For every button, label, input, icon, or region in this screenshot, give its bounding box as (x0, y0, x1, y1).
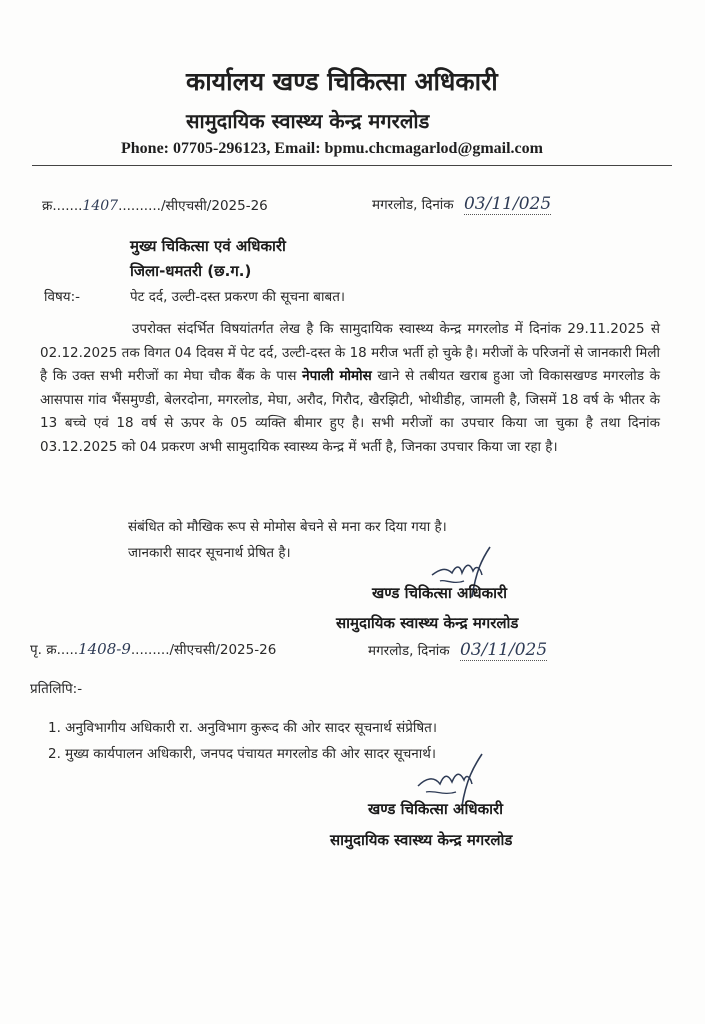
ref-prefix: क्र....... (42, 198, 83, 214)
ref-number-handwritten: 1407 (82, 198, 119, 214)
endorsement-ref-suffix: ........./सीएचसी/2025-26 (130, 642, 277, 658)
endorsement-ref-number: 1408-9 (78, 640, 131, 658)
endorsement-date-handwritten: 03/11/025 (459, 640, 548, 660)
ref-suffix: ........../सीएचसी/2025-26 (118, 198, 268, 214)
center-name: सामुदायिक स्वास्थ्य केन्द्र मगरलोड (186, 109, 430, 133)
signature1-title: खण्ड चिकित्सा अधिकारी (372, 584, 507, 602)
endorsement-date (368, 640, 547, 660)
date-handwritten: 03/11/025 (463, 194, 552, 214)
body-paragraph (40, 318, 660, 459)
body-bold-highlight: नेपाली मोमोस (302, 368, 372, 384)
addressee-line2: जिला-धमतरी (छ.ग.) (130, 262, 252, 280)
signature2-title: खण्ड चिकित्सा अधिकारी (368, 800, 503, 818)
endorsement-date-label: मगरलोड, दिनांक (368, 643, 450, 659)
addressee-line1: मुख्य चिकित्सा एवं अधिकारी (130, 237, 286, 255)
signature2-org: सामुदायिक स्वास्थ्य केन्द्र मगरलोड (330, 831, 513, 849)
body-verbal-notice: संबंधित को मौखिक रूप से मोमोस बेचने से मना कर दिया गया है। (128, 519, 447, 535)
subject-label: विषय:- (44, 289, 81, 305)
body-text-before: उपरोक्त संदर्भित विषयांतर्गत लेख है कि सामुदायिक स्वास्थ्य केन्द्र मगरलोड में दिनांक 29.11.2025 से 02.12.2025 तक विगत 04 दिवस में पेट दर्द, उल्टी-दस्त के 18 मरीज भर्ती हो चुके है। मरीजों के परिजनों से जानकारी मिली है कि उक्त सभी मरीजों का मेघा चौक बैंक के पास (40, 321, 660, 384)
reference-date (372, 194, 551, 214)
endorsement-ref-prefix: पृ. क्र..... (30, 642, 79, 658)
contact-line: Phone: 07705-296123, Email: bpmu.chcmagarlod@gmail.com (121, 140, 543, 157)
body-info-line: जानकारी सादर सूचनार्थ प्रेषित है। (128, 545, 291, 561)
copy-item-1: 1. अनुविभागीय अधिकारी रा. अनुविभाग कुरूद की ओर सादर सूचनार्थ संप्रेषित। (48, 720, 437, 736)
copy-item-2: 2. मुख्य कार्यपालन अधिकारी, जनपद पंचायत मगरलोड की ओर सादर सूचनार्थ। (48, 746, 436, 762)
body-text-after: खाने से तबीयत खराब हुआ जो विकासखण्ड मगरलोड के आसपास गांव भैंसमुण्डी, बेलरदोना, मगरलोड, मेघा, अरौद, गिरौद, खैरझिटी, भोथीडीह, जामली है, जिसमें 18 वर्ष के भीतर के 13 बच्चे एवं 18 वर्ष से ऊपर के 05 व्यक्ति बीमार हुए है। सभी मरीजों का उपचार किया जा चुका है तथा दिनांक 03.12.2025 को 04 प्रकरण अभी सामुदायिक स्वास्थ्य केन्द्र में भर्ती है, जिनका उपचार किया जा रहा है। (40, 368, 660, 455)
signature1-org: सामुदायिक स्वास्थ्य केन्द्र मगरलोड (336, 614, 519, 632)
endorsement-reference (30, 640, 276, 658)
copy-label: प्रतिलिपि:- (30, 681, 83, 697)
place-date-label: मगरलोड, दिनांक (372, 197, 454, 213)
subject-text: पेट दर्द, उल्टी-दस्त प्रकरण की सूचना बाबत। (130, 289, 346, 305)
reference-number (42, 196, 268, 214)
office-title: कार्यालय खण्ड चिकित्सा अधिकारी (186, 67, 498, 96)
header-divider (32, 165, 672, 166)
